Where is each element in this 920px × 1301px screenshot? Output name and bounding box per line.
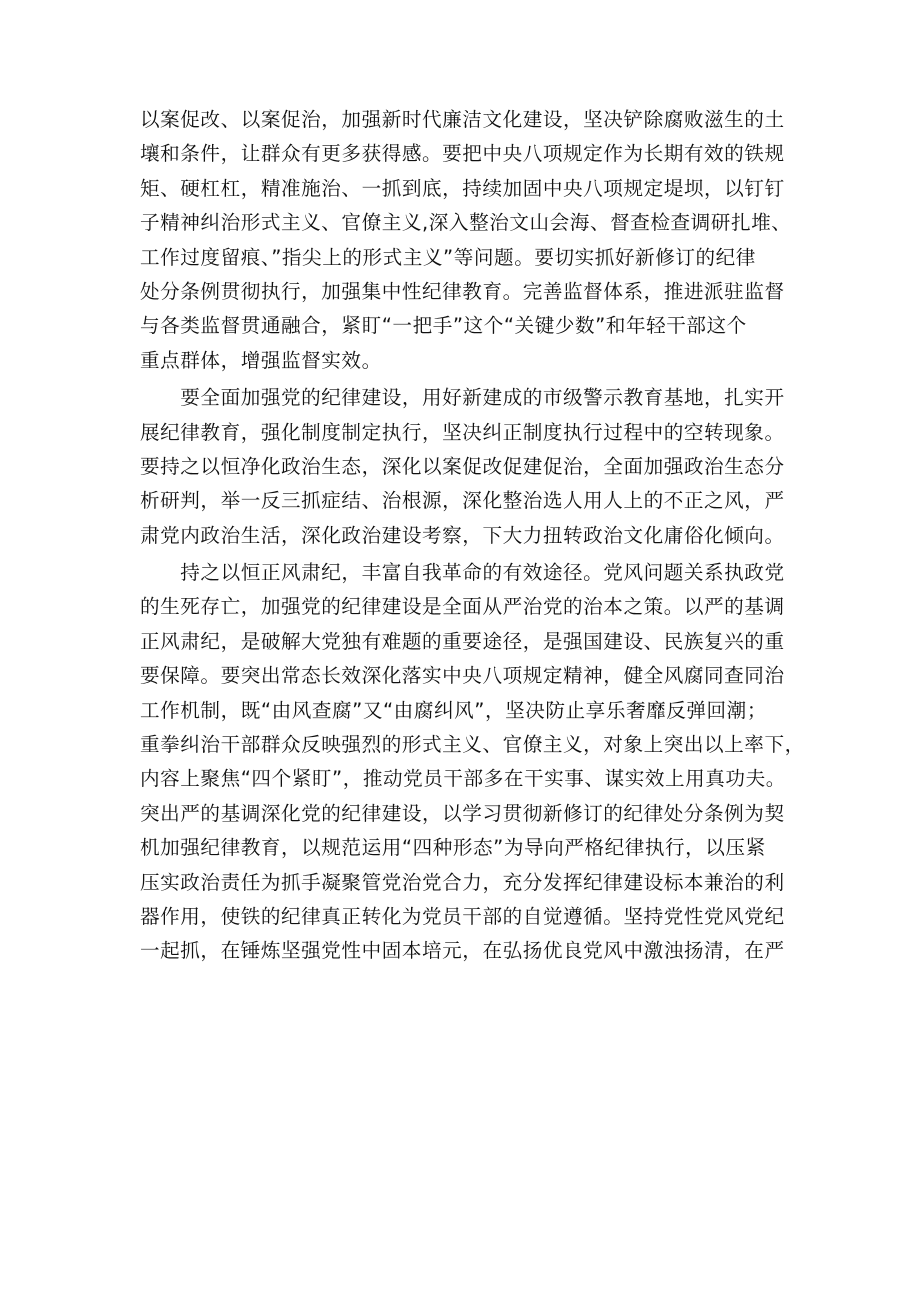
text-line: 壤和条件，让群众有更多获得感。要把中央八项规定作为长期有效的铁规 <box>140 142 785 166</box>
text-line: 持之以恒正风肃纪，丰富自我革命的有效途径。党风问题关系执政党 <box>140 561 785 585</box>
text-line: 压实政治责任为抓手凝聚管党治党合力，充分发挥纪律建设标本兼治的利 <box>140 870 785 894</box>
text-line: 肃党内政治生活，深化政治建设考察，下大力扭转政治文化庸俗化倾向。 <box>140 523 785 547</box>
text-line: 机加强纪律教育，以规范运用“四种形态”为导向严格纪律执行，以压紧 <box>140 836 766 860</box>
text-line: 析研判，举一反三抓症结、治根源，深化整治选人用人上的不正之风，严 <box>140 489 785 513</box>
text-line: 要持之以恒净化政治生态，深化以案促改促建促治，全面加强政治生态分 <box>140 454 785 478</box>
paragraph-1 <box>140 103 790 378</box>
text-line: 重拳纠治干部群众反映强烈的形式主义、官僚主义，对象上突出以上率下， <box>140 733 805 757</box>
text-line: 内容上聚焦“四个紧盯”，推动党员干部多在干实事、谋实效上用真功夫。 <box>140 767 786 791</box>
text-line: 处分条例贯彻执行，加强集中性纪律教育。完善监督体系，推进派驻监督 <box>140 279 785 303</box>
paragraph-2 <box>140 381 790 553</box>
paragraph-3 <box>140 556 805 969</box>
text-line: 要全面加强党的纪律建设，用好新建成的市级警示教育基地，扎实开 <box>140 386 785 410</box>
text-line: 器作用，使铁的纪律真正转化为党员干部的自觉遵循。坚持党性党风党纪 <box>140 904 785 928</box>
text-line: 重点群体，增强监督实效。 <box>140 348 382 372</box>
text-line: 工作过度留痕、”指尖上的形式主义”等问题。要切实抓好新修订的纪律 <box>140 245 756 269</box>
text-line: 的生死存亡，加强党的纪律建设是全面从严治党的治本之策。以严的基调 <box>140 595 785 619</box>
text-line: 工作机制，既“由风查腐”又“由腐纠风”，坚决防止享乐奢靡反弹回潮； <box>140 698 767 722</box>
text-line: 正风肃纪，是破解大党独有难题的重要途径，是强国建设、民族复兴的重 <box>140 629 785 653</box>
text-line: 要保障。要突出常态长效深化落实中央八项规定精神，健全风腐同查同治 <box>140 664 785 688</box>
text-line: 一起抓，在锤炼坚强党性中固本培元，在弘扬优良党风中激浊扬清，在严 <box>140 939 785 963</box>
text-line: 以案促改、以案促治，加强新时代廉洁文化建设，坚决铲除腐败滋生的土 <box>140 108 785 131</box>
text-line: 子精神纠治形式主义、官僚主义,深入整治文山会海、督查检查调研扎堆、 <box>140 211 792 235</box>
text-line: 展纪律教育，强化制度制定执行，坚决纠正制度执行过程中的空转现象。 <box>140 420 785 444</box>
document-body <box>140 103 805 969</box>
text-line: 与各类监督贯通融合，紧盯“一把手”这个“关键少数”和年轻干部这个 <box>140 314 747 338</box>
text-line: 矩、硬杠杠，精准施治、一抓到底，持续加固中央八项规定堤坝，以钉钉 <box>140 176 785 200</box>
text-line: 突出严的基调深化党的纪律建设，以学习贯彻新修订的纪律处分条例为契 <box>140 801 785 825</box>
